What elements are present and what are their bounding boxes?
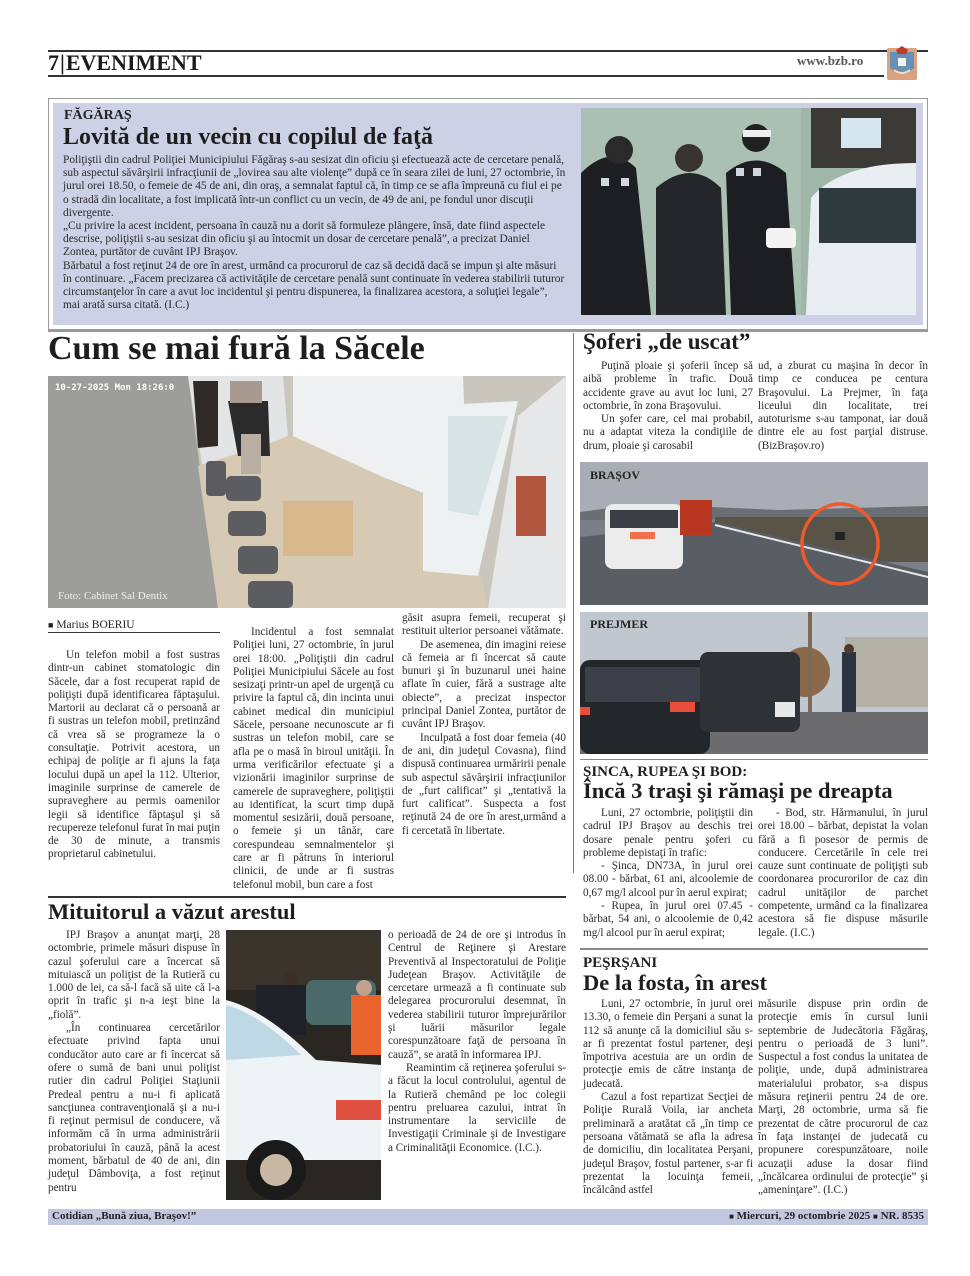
soferi-column-1 xyxy=(583,360,753,453)
top-story-photo xyxy=(581,108,916,315)
brasov-photo-label: BRAŞOV xyxy=(590,468,641,482)
publication-name: Cotidian „Bună ziua, Braşov!” xyxy=(52,1210,197,1222)
prejmer-accident-photo xyxy=(580,612,928,754)
top-story-title: Lovită de un vecin cu copilul de faţă xyxy=(63,124,434,150)
paragraph: Poliţiştii din cadrul Poliţiei Municipiului Făgăraş s-au sesizat din oficiu şi efectuează acte de cercetare penală, sub aspectul săvârşirii infracţiunii de „lovirea sau alte violenţe” după ce în seara zilei de luni, 27 octombrie, în jurul orei 18.50, o femeie de 45 de ani, din oraş, a semnalat faptul că, în timp ce se afla împreună cu fiul ei pe o stradă din localitate, a fost implicată într-un conflict cu un vecin, de 49 de ani, pe fondul unor discuţii divergente. xyxy=(63,154,566,219)
paragraph: Luni, 27 octombrie, poliţiştii din cadrul IPJ Braşov au deschis trei dosare penale pentru şoferi cu probleme depistaţi în trafic: xyxy=(583,807,753,859)
sinca-title: Încă 3 traşi şi rămaşi pe dreapta xyxy=(583,778,893,803)
top-story-kicker: FĂGĂRAŞ xyxy=(64,108,132,123)
persani-column-2 xyxy=(758,998,928,1197)
paragraph: găsit asupra femeii, recuperat şi restituit ulterior persoanei vătămate. xyxy=(402,612,566,638)
paragraph: - Rupea, în jurul orei 07.45 - bărbat, 54 ani, o alcoolemie de 0,42 mg/l alcool pur în aerul expirat; xyxy=(583,900,753,939)
main-story-column-3 xyxy=(402,612,566,838)
top-story-body xyxy=(63,154,566,312)
paragraph: ud, a zburat cu maşina în decor în timp ce conducea pe centura Braşovului. La Prejmer, în faţa liceului din localitate, trei autoturisme s-au tamponat, iar două dintre ele au fost parţial distruse. (BizBraşov.ro) xyxy=(758,360,928,452)
section-title: EVENIMENT xyxy=(65,50,202,75)
main-story-column-2 xyxy=(233,626,394,892)
paragraph: Cazul a fost repartizat Secţiei de Poliţie Rurală Voila, iar ancheta preliminară a aratătat că „în timp ce persoana vătămată se afla la adresa de domiciliu, din localitatea Perşani, judeţul Braşov, fostul partener, s-ar fi prezentat la locuinţa femeii, încălcând astfel xyxy=(583,1091,753,1197)
cctv-timestamp: 10-27-2025 Mon 18:26:0 xyxy=(55,383,175,393)
sinca-column-2 xyxy=(758,807,928,940)
paragraph: „Cu privire la acest incident, persoana în cauză nu a dorit să formuleze plângere, însă, date fiind aspectele descrise, poliţiştii s-au sesizat din oficiu şi au întocmit un dosar de cercetare penală”, a precizat Daniel Zontea, purtător de cuvânt IPJ Braşov. xyxy=(63,220,545,259)
author-byline xyxy=(48,619,220,633)
bullet-square-icon: ■ xyxy=(873,1212,878,1221)
main-story-column-1 xyxy=(48,649,220,862)
paragraph: o perioadă de 24 de ore şi introdus în Centrul de Reţinere şi Arestare Preventivă al Inspectoratului de Poliţie Judeţean Braşov. Activităţile de cercetare urmează a fi continuate sub delegarea procurorului desemnat, în vederea stabilirii tuturor împrejurărilor şi luării măsurilor legale corespunzătoare faţă de persoana în cauză”, se arată în informarea IPJ. xyxy=(388,929,566,1061)
main-story-photo xyxy=(48,376,566,608)
mituitor-column-2 xyxy=(388,929,566,1155)
page-header xyxy=(48,50,202,76)
photo-credit: Foto: Cabinet Sal Dentix xyxy=(58,590,168,602)
paragraph: Reamintim că reţinerea şoferului s-a făcut la locul controlului, agentul de la Rutieră chemând pe loc colegii pentru preluarea cazului, intrat în instrumentare la serviciile de Investigaţii Criminale şi de Investigare a Criminalităţii Economice. (I.C.). xyxy=(388,1061,566,1154)
paragraph: Puţină ploaie şi şoferii încep să aibă probleme în trafic. Două accidente grave au avut loc luni, 27 octombrie, în zona Braşovului. xyxy=(583,360,753,412)
mituitor-photo xyxy=(226,930,381,1200)
paragraph: Un şofer care, cel mai probabil, nu a adaptat viteza la condiţiile de drum, ploaie şi carosabil xyxy=(583,413,753,452)
mituitor-title: Mituitorul a văzut arestul xyxy=(48,899,296,924)
paragraph: măsurile dispuse prin ordin de protecţie emis în cursul lunii septembrie de Judecătoria Făgăraş, pentru o perioadă de 3 luni”. Suspectul a fost condus la unitatea de poliţie, unde, după administrarea materialului probator, s-a dispus măsura reţinerii pentru 24 de ore. Marţi, 28 octombrie, urma să fie prezentat de către procurorul de caz în faţa instanţei de judecată cu propunere corespunzătoare, noile acuzaţii aduse la dosar fiind „încălcarea ordinului de protecţie” şi „ameninţare”. (I.C.) xyxy=(758,998,928,1197)
section-divider xyxy=(48,896,566,898)
paragraph: - Bod, str. Hărmanului, în jurul orei 18.00 – bărbat, depistat la volan fără a fi posesor de permis de conducere. Cercetările în cele trei cauze sunt continuate de poliţişti sub coordonarea procurorilor de caz din cadrul unităţilor de parchet competente, urmând ca la finalizarea acestora să fie dispuse măsurile legale. (I.C.) xyxy=(758,807,928,939)
prejmer-photo-label: PREJMER xyxy=(590,617,648,631)
paragraph: Incidentul a fost semnalat Poliţiei luni, 27 octombrie, în jurul orei 18:00. „Poliţiştii din cadrul Poliţiei Municipiului Săcele au fost sesizaţi printr-un apel de urgenţă cu privire la faptul că, din incinta unui cabinet medical din municipiul Săcele, persoane necunoscute ar fi sustras un telefon mobil, care se afla pe o masă în biroul unităţii. În urma verificărilor efectuate şi a vizionării imaginilor surprinse de camerele de supraveghere, poliţiştii au identificat, la scurt timp după momentul sesizării, două persoane, o femeie şi un tânăr, care corespundeau semnalmentelor şi care ar fi pătruns în interiorul clinicii, de unde ar fi sustras telefonul mobil, bun care a fost xyxy=(233,626,394,891)
sinca-kicker: ŞINCA, RUPEA ŞI BOD: xyxy=(583,764,748,780)
persani-column-1 xyxy=(583,998,753,1197)
issue-info xyxy=(729,1210,924,1222)
section-divider xyxy=(580,759,928,760)
soferi-title: Şoferi „de uscat” xyxy=(583,329,751,354)
section-divider xyxy=(580,948,928,950)
website-link[interactable]: www.bzb.ro xyxy=(797,53,864,68)
persani-title: De la fosta, în arest xyxy=(583,970,767,995)
paragraph: IPJ Braşov a anunţat marţi, 28 octombrie, primele măsuri dispuse în cazul şoferului care a încercat să mituiască un poliţist de la Rutieră cu 1.000 de lei, ca să-l facă să uite că l-a oprit în trafic şi n-a ieşt bine la „fiolă”. xyxy=(48,929,220,1021)
paragraph: De asemenea, din imagini reiese că femeia ar fi încercat să caute bunuri şi în buzunarul unei haine aflate în cuier, fără a sustrage alte obiecte”, a precizat inspector principal Daniel Zontea, purtător de cuvânt IPJ Braşov. xyxy=(402,638,566,731)
coat-of-arms-icon xyxy=(884,44,920,82)
main-story-title: Cum se mai fură la Săcele xyxy=(48,330,425,367)
brasov-accident-photo xyxy=(580,462,928,605)
bullet-square-icon: ■ xyxy=(729,1212,734,1221)
sinca-column-1 xyxy=(583,807,753,940)
soferi-column-2 xyxy=(758,360,928,453)
paragraph: Inculpată a fost doar femeia (40 de ani, din judeţul Covasna), fiind dispusă continuarea urmăririi penale sub aspectul săvârşirii infracţiunilor de „furt calificat” şi „tentativă la furt calificat”. Suspecta a fost reţinută 24 de ore în arest,urmând a fi cercetată în libertate. xyxy=(402,731,566,837)
paragraph: „În continuarea cercetărilor efectuate privind fapta unui conducător auto care ar fi încercat să ofere o sumă de bani unui poliţist rutier din cadrul Poliţiei Staţiunii Predeal pentru a nu-i fi aplicată sancţiunea contravenţională şi a nu-i fi reţinut permisul de conducere, vă informăm că în urma administrării probatoriului în cauză, până la acest moment, bărbatul de 40 de ani, din judeţul Dâmboviţa, a fost reţinut pentru xyxy=(48,1022,220,1194)
header-separator: | xyxy=(60,50,65,75)
bullet-square-icon: ■ xyxy=(48,620,54,630)
paragraph: Luni, 27 octombrie, în jurul orei 13.30, o femeie din Perşani a sunat la 112 să anunţe că la domiciliul său s-ar fi prezentat fostul partener, deşi împotriva acestuia are un ordin de protecţie emis de către instanţa de judecată. xyxy=(583,998,753,1090)
issue-date: Miercuri, 29 octombrie 2025 xyxy=(736,1210,871,1222)
author-name: Marius BOERIU xyxy=(56,619,135,631)
header-rule-bottom xyxy=(48,75,884,77)
page-footer xyxy=(48,1209,928,1225)
paragraph: - Şinca, DN73A, în jurul orei 08.00 - bărbat, 61 ani, alcoolemie de 0,67 mg/l alcool pur în aerul expirat; xyxy=(583,860,753,899)
issue-number: NR. 8535 xyxy=(880,1210,924,1222)
mituitor-column-1 xyxy=(48,929,220,1195)
column-divider xyxy=(573,333,574,873)
paragraph: Un telefon mobil a fost sustras dintr-un cabinet stomatologic din Săcele, dar a fost recuperat rapid de poliţişti după identificarea făptaşului. Martorii au declarat că o persoană ar fi sustras un telefon mobil, pretinzând că vrea să se programeze la o consultaţie. Potrivit acestora, un echipaj de poliţie ar fi ajuns la faţa locului după un apel la 112. Ulterior, imaginile surprinse de camerele de supraveghere au permis oamenilor legii să identifice făptaşul şi să recupereze telefonul furat în mai puţin de 30 de minute, a transmis proprietarul cabinetului. xyxy=(48,649,220,861)
page-number: 7 xyxy=(48,50,59,75)
paragraph: Bărbatul a fost reţinut 24 de ore în arest, urmând ca procurorul de caz să decidă dacă se impun şi alte măsuri în continuare. „Facem precizarea că activităţile de cercetare penală sunt continuate în vederea stabilirii tuturor circumstanţelor în care a avut loc incidentul şi pentru dispunerea, la finalizarea acestora, a soluţiei legale”, mai arată sursa citată. (I.C.) xyxy=(63,259,565,312)
persani-kicker: PEŞRŞANI xyxy=(583,955,658,971)
